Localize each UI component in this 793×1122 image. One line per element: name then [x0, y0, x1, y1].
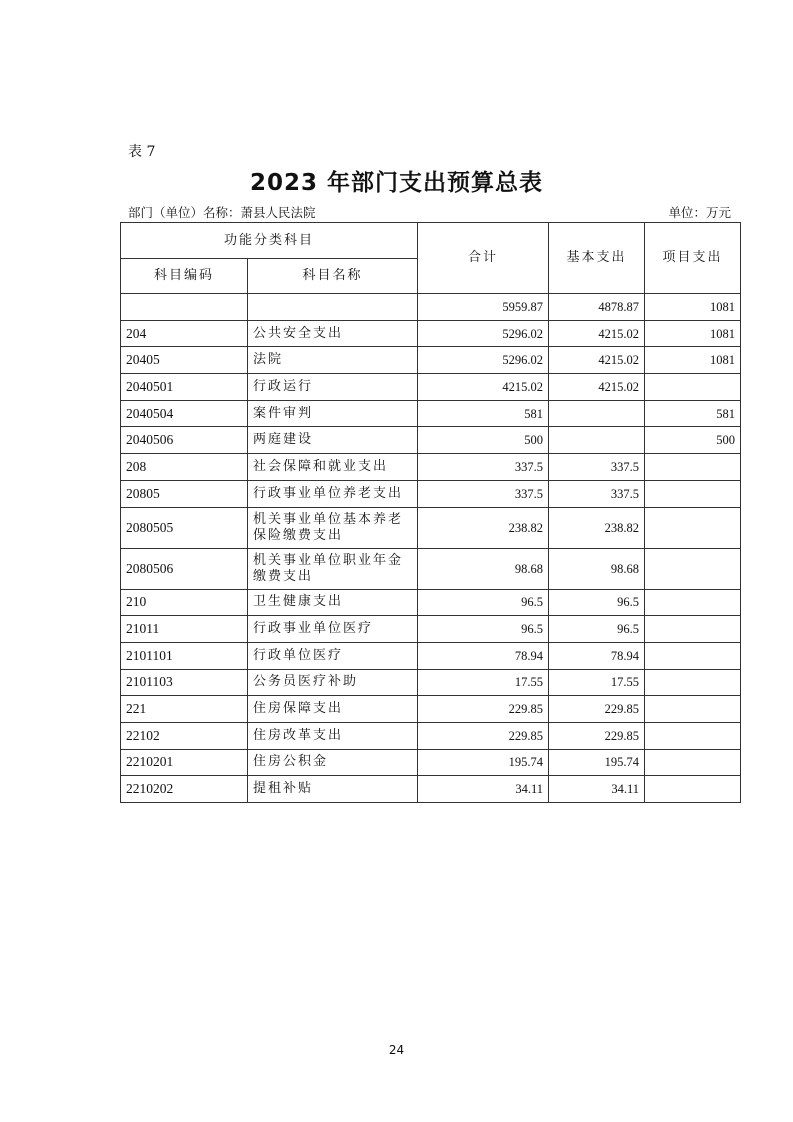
cell-basic: 4878.87 — [549, 294, 645, 321]
table-row — [121, 347, 741, 374]
cell-total: 5959.87 — [418, 294, 549, 321]
table-row — [121, 507, 741, 548]
cell-basic: 337.5 — [549, 480, 645, 507]
cell-basic — [549, 400, 645, 427]
table-label: 表 7 — [128, 144, 156, 160]
cell-name — [248, 294, 418, 321]
cell-basic: 195.74 — [549, 749, 645, 776]
cell-name: 行政单位医疗 — [248, 642, 418, 669]
cell-project — [645, 669, 741, 696]
cell-total: 17.55 — [418, 669, 549, 696]
cell-basic: 238.82 — [549, 507, 645, 548]
header-total: 合计 — [418, 223, 549, 294]
table-row — [121, 320, 741, 347]
table-row — [121, 589, 741, 616]
table-row — [121, 669, 741, 696]
header-name: 科目名称 — [248, 259, 418, 294]
table-body — [121, 294, 741, 803]
cell-code: 208 — [121, 454, 248, 481]
cell-basic: 34.11 — [549, 776, 645, 803]
cell-name: 行政运行 — [248, 374, 418, 401]
cell-basic: 4215.02 — [549, 320, 645, 347]
cell-total: 96.5 — [418, 589, 549, 616]
table-row — [121, 454, 741, 481]
cell-code: 2210201 — [121, 749, 248, 776]
cell-total: 96.5 — [418, 616, 549, 643]
cell-project — [645, 507, 741, 548]
header-func-class: 功能分类科目 — [121, 223, 418, 259]
cell-basic: 78.94 — [549, 642, 645, 669]
cell-name: 行政事业单位医疗 — [248, 616, 418, 643]
cell-basic — [549, 427, 645, 454]
cell-project — [645, 642, 741, 669]
cell-project: 581 — [645, 400, 741, 427]
cell-code: 20805 — [121, 480, 248, 507]
page-title: 2023 年部门支出预算总表 — [249, 170, 544, 196]
cell-code: 2080506 — [121, 548, 248, 589]
table-row — [121, 374, 741, 401]
cell-project — [645, 374, 741, 401]
cell-code: 2040504 — [121, 400, 248, 427]
cell-code: 2101101 — [121, 642, 248, 669]
cell-total: 337.5 — [418, 480, 549, 507]
cell-code: 2080505 — [121, 507, 248, 548]
cell-project — [645, 589, 741, 616]
cell-name: 公共安全支出 — [248, 320, 418, 347]
cell-code: 22102 — [121, 722, 248, 749]
table-row — [121, 400, 741, 427]
page-number: 24 — [388, 1043, 405, 1057]
unit-label: 单位：万元 — [668, 205, 731, 220]
cell-total: 229.85 — [418, 696, 549, 723]
department-label: 部门（单位）名称：萧县人民法院 — [128, 205, 316, 220]
cell-project — [645, 696, 741, 723]
cell-code: 221 — [121, 696, 248, 723]
cell-project: 1081 — [645, 320, 741, 347]
cell-code: 2210202 — [121, 776, 248, 803]
cell-code: 2040506 — [121, 427, 248, 454]
cell-project: 500 — [645, 427, 741, 454]
cell-code — [121, 294, 248, 321]
cell-total: 5296.02 — [418, 347, 549, 374]
cell-project: 1081 — [645, 294, 741, 321]
cell-name: 住房公积金 — [248, 749, 418, 776]
budget-table — [120, 222, 741, 803]
cell-total: 195.74 — [418, 749, 549, 776]
cell-basic: 229.85 — [549, 696, 645, 723]
cell-project — [645, 722, 741, 749]
cell-total: 78.94 — [418, 642, 549, 669]
table-row — [121, 427, 741, 454]
cell-code: 2040501 — [121, 374, 248, 401]
table-row — [121, 696, 741, 723]
cell-project — [645, 749, 741, 776]
cell-total: 581 — [418, 400, 549, 427]
cell-name: 住房改革支出 — [248, 722, 418, 749]
cell-total: 337.5 — [418, 454, 549, 481]
table-row — [121, 642, 741, 669]
cell-basic: 17.55 — [549, 669, 645, 696]
cell-total: 5296.02 — [418, 320, 549, 347]
cell-basic: 98.68 — [549, 548, 645, 589]
cell-total: 238.82 — [418, 507, 549, 548]
cell-code: 2101103 — [121, 669, 248, 696]
cell-basic: 337.5 — [549, 454, 645, 481]
cell-project — [645, 548, 741, 589]
cell-basic: 96.5 — [549, 589, 645, 616]
cell-project — [645, 454, 741, 481]
table-row — [121, 616, 741, 643]
cell-total: 500 — [418, 427, 549, 454]
table-row — [121, 548, 741, 589]
cell-basic: 96.5 — [549, 616, 645, 643]
cell-basic: 229.85 — [549, 722, 645, 749]
cell-code: 20405 — [121, 347, 248, 374]
cell-total: 229.85 — [418, 722, 549, 749]
table-row — [121, 749, 741, 776]
cell-code: 204 — [121, 320, 248, 347]
cell-name: 住房保障支出 — [248, 696, 418, 723]
header-project: 项目支出 — [645, 223, 741, 294]
table-row — [121, 294, 741, 321]
cell-total: 34.11 — [418, 776, 549, 803]
cell-basic: 4215.02 — [549, 374, 645, 401]
cell-project — [645, 480, 741, 507]
cell-name: 两庭建设 — [248, 427, 418, 454]
cell-project — [645, 616, 741, 643]
cell-name: 案件审判 — [248, 400, 418, 427]
cell-code: 210 — [121, 589, 248, 616]
cell-name: 社会保障和就业支出 — [248, 454, 418, 481]
table-row — [121, 776, 741, 803]
cell-project — [645, 776, 741, 803]
cell-code: 21011 — [121, 616, 248, 643]
cell-name: 行政事业单位养老支出 — [248, 480, 418, 507]
header-basic: 基本支出 — [549, 223, 645, 294]
cell-name: 提租补贴 — [248, 776, 418, 803]
cell-name: 公务员医疗补助 — [248, 669, 418, 696]
cell-name: 法院 — [248, 347, 418, 374]
cell-name: 机关事业单位职业年金缴费支出 — [248, 548, 418, 589]
cell-name: 机关事业单位基本养老保险缴费支出 — [248, 507, 418, 548]
cell-basic: 4215.02 — [549, 347, 645, 374]
cell-project: 1081 — [645, 347, 741, 374]
table-row — [121, 722, 741, 749]
header-code: 科目编码 — [121, 259, 248, 294]
table-row — [121, 480, 741, 507]
cell-total: 4215.02 — [418, 374, 549, 401]
cell-name: 卫生健康支出 — [248, 589, 418, 616]
cell-total: 98.68 — [418, 548, 549, 589]
